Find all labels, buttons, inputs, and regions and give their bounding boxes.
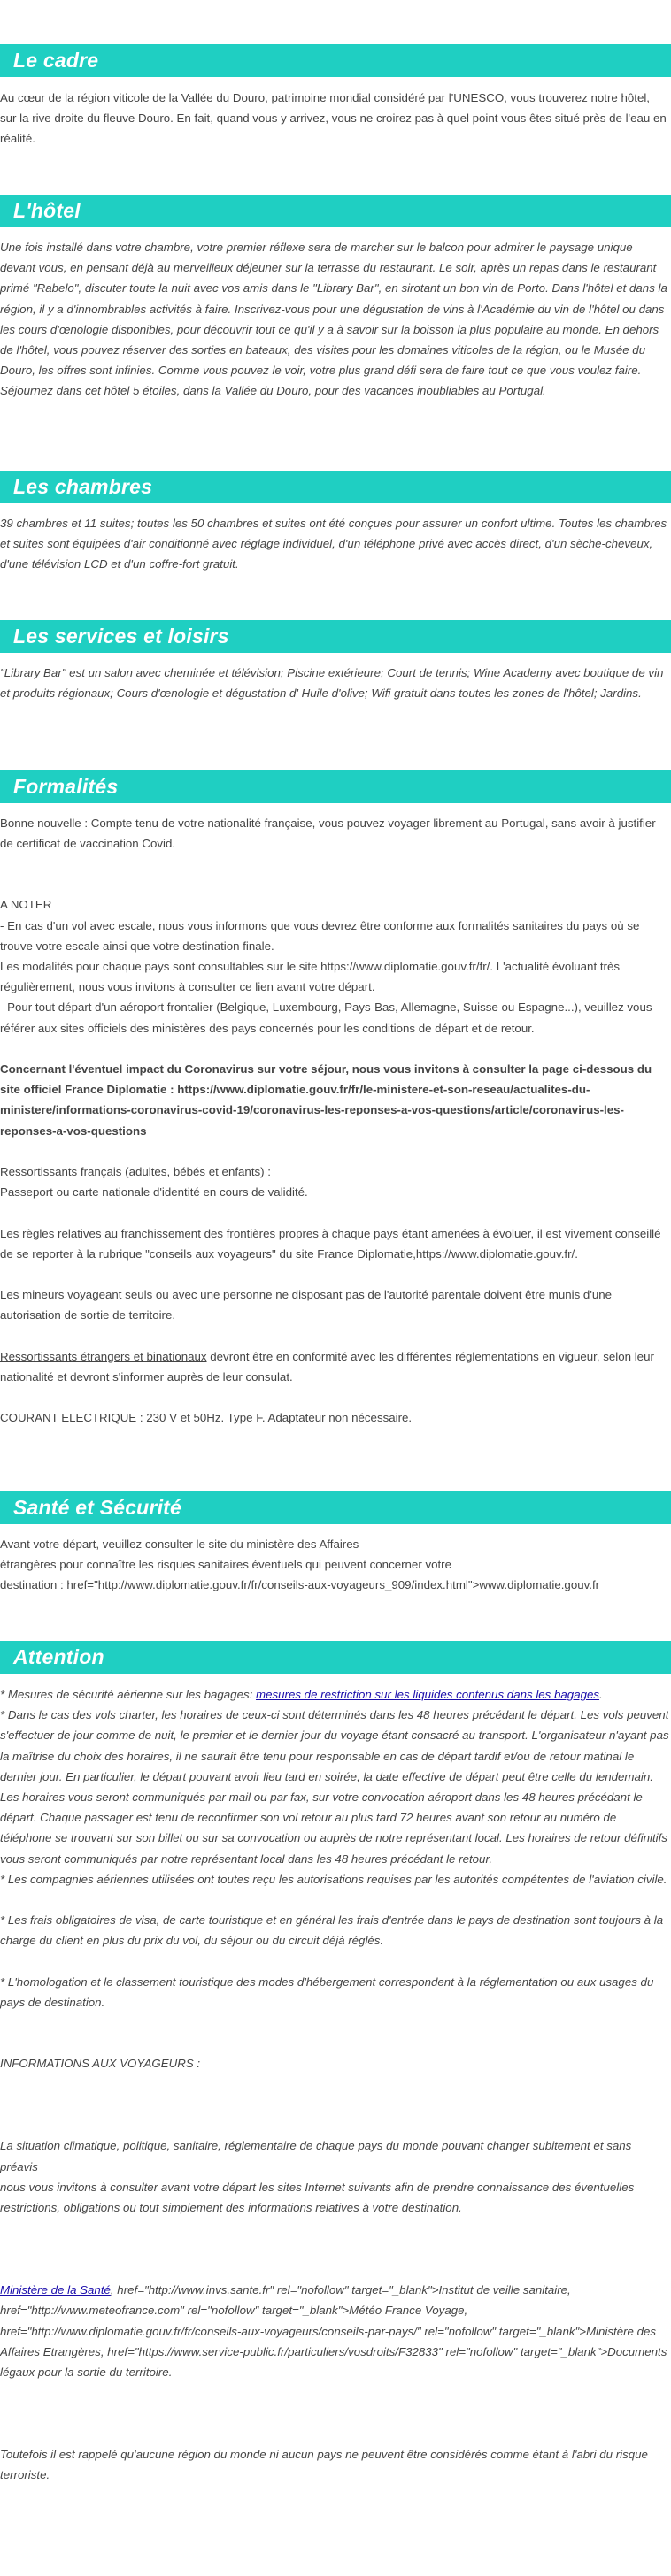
formalites-covid-notice: Concernant l'éventuel impact du Coronavirus sur votre séjour, nous vous invitons à consulter la page ci-dessous du site officiel France Diplomatie : https://www.diplomatie.gouv.fr/fr/le-ministere-et-son-reseau/actualites-du-ministere/informations-coronavirus-covid-19/coronavirus-les-reponses-a-vos-questions/article/coronavirus-les-reponses-a-vos-questions xyxy=(0,1062,652,1138)
attention-situation-1: La situation climatique, politique, sanitaire, réglementaire de chaque pays du monde pouvant changer subitement et sans préavis xyxy=(0,2139,632,2174)
section-heading-formalites: Formalités xyxy=(0,770,671,803)
sante-line-1: Avant votre départ, veuillez consulter le site du ministère des Affaires xyxy=(0,1537,359,1551)
attention-ministere-rest: , href="http://www.invs.sante.fr" rel="nofollow" target="_blank">Institut de veille sanitaire, href="http://www.meteofrance.com" rel="nofollow" target="_blank">Météo France Voyage, href="http://www.diplomatie.gouv.fr/fr/conseils-aux-voyageurs/conseils-par-pays/" rel="nofollow" target="_blank">Ministère des Affaires Etrangères, href="https://www.service-public.fr/particuliers/vosdroits/F32833" rel="nofollow" target="_blank">Documents légaux pour la sortie du territoire. xyxy=(0,2283,667,2380)
services-text: "Library Bar" est un salon avec cheminée et télévision; Piscine extérieure; Court de tennis; Wine Academy avec boutique de vin et produits régionaux; Cours d'œnologie et dégustation d' Huile d'olive; Wifi gratuit dans toutes les zones de l'hôtel; Jardins. xyxy=(0,666,664,701)
section-body-hotel xyxy=(0,237,669,402)
formalites-noter-3: - Pour tout départ d'un aéroport frontalier (Belgique, Luxembourg, Pays-Bas, Allemagne, Suisse ou Espagne...), veuillez vous référer aux sites officiels des ministères des pays concernés pour les conditions de départ et de retour. xyxy=(0,1000,652,1035)
formalites-mineurs: Les mineurs voyageant seuls ou avec une personne ne disposant pas de l'autorité parentale doivent être munis d'une autorisation de sortie de territoire. xyxy=(0,1288,613,1322)
attention-mesures-prefix: * Mesures de sécurité aérienne sur les bagages: xyxy=(0,1688,256,1701)
attention-terrorisme: Toutefois il est rappelé qu'aucune région du monde ni aucun pays ne peuvent être considérés comme étant à l'abri du risque terroriste. xyxy=(0,2448,648,2482)
formalites-noter-2: Les modalités pour chaque pays sont consultables sur le site https://www.diplomatie.gouv.fr/fr/. L'actualité évoluant très régulièrement, nous vous invitons à consulter ce lien avant votre départ. xyxy=(0,960,621,994)
section-heading-services: Les services et loisirs xyxy=(0,620,671,653)
ministere-sante-link[interactable]: Ministère de la Santé xyxy=(0,2283,111,2297)
formalites-etrangers-label: Ressortissants étrangers et binationaux xyxy=(0,1349,207,1363)
formalites-noter-label: A NOTER xyxy=(0,898,52,912)
section-body-services xyxy=(0,663,669,703)
attention-situation-2: nous vous invitons à consulter avant votre départ les sites Internet suivants afin de prendre connaissance des éventuelles restrictions, obligations ou tout simplement des informations relatives à votre destination. xyxy=(0,2180,635,2215)
liquides-restriction-link[interactable]: mesures de restriction sur les liquides contenus dans les bagages xyxy=(256,1688,600,1701)
attention-infos-label: INFORMATIONS AUX VOYAGEURS : xyxy=(0,2057,201,2071)
section-heading-hotel: L'hôtel xyxy=(0,195,671,227)
section-body-chambres xyxy=(0,513,669,575)
attention-mesures-suffix: . xyxy=(599,1688,603,1701)
chambres-text: 39 chambres et 11 suites; toutes les 50 chambres et suites ont été conçues pour assurer un confort ultime. Toutes les chambres et suites sont équipées d'air conditionné avec réglage individuel, d'un téléphone privé avec accès direct, d'un sèche-cheveux, d'une télévision LCD et d'un coffre-fort gratuit. xyxy=(0,517,667,571)
hotel-text: Une fois installé dans votre chambre, votre premier réflexe sera de marcher sur le balcon pour admirer le paysage unique devant vous, en pensant déjà au merveilleux déjeuner sur la terrasse du restaurant. Le soir, après un repas dans le restaurant primé "Rabelo", discuter toute la nuit avec vos amis dans le "Library Bar", en sirotant un bon vin de Porto. Dans l'hôtel et dans la région, il y a d'innombrables activités à faire. Inscrivez-vous pour une dégustation de vins à l'Académie du vin de l'hôtel ou dans les cours d'œnologie disponibles, pour découvrir tout ce qu'il y a à savoir sur la boisson la plus populaire au monde. En dehors de l'hôtel, vous pouvez réserver des sorties en bateaux, des visites pour les domaines viticoles de la région, ou le Musée du Douro, les offres sont infinies. Comme vous pouvez le voir, votre plus grand défi sera de faire tout ce que vous voulez faire. Séjournez dans cet hôtel 5 étoiles, dans la Vallée du Douro, pour des vacances inoubliables au Portugal. xyxy=(0,241,667,398)
attention-charter: * Dans le cas des vols charter, les horaires de ceux-ci sont déterminés dans les 48 heures précédant le départ. Les vols peuvent s'effectuer de jour comme de nuit, le premier et le dernier jour du voyage étant consacré au transport. L'organisateur n'ayant pas la maîtrise du choix des horaires, il ne saurait être tenu pour responsable en cas de départ tardif et/ou de retour matinal le dernier jour. En particulier, le départ pouvant avoir lieu tard en soirée, la date effective de départ peut être celle du lendemain. Les horaires vous seront communiqués par mail ou par fax, sur votre convocation aéroport dans les 48 heures précédant le départ. Chaque passager est tenu de reconfirmer son vol retour au plus tard 72 heures avant son retour au numéro de téléphone se trouvant sur son billet ou sur sa convocation ou auprès de notre représentant local. Les horaires de retour définitifs vous seront communiqués par notre représentant local dans les 48 heures précédant le retour. xyxy=(0,1708,669,1866)
attention-mesures xyxy=(0,1684,669,1705)
section-heading-attention: Attention xyxy=(0,1641,671,1674)
section-heading-sante: Santé et Sécurité xyxy=(0,1491,671,1524)
formalites-noter-1: - En cas d'un vol avec escale, nous vous informons que vous devrez être conforme aux formalités sanitaires du pays où se trouve votre escale ainsi que votre destination finale. xyxy=(0,918,640,953)
formalites-ressortissants-fr-label: Ressortissants français (adultes, bébés et enfants) : xyxy=(0,1165,271,1179)
section-body-formalites xyxy=(0,813,669,1429)
formalites-regles: Les règles relatives au franchissement des frontières propres à chaque pays étant amenées à évoluer, il est vivement conseillé de se reporter à la rubrique "conseils aux voyageurs" du site France Diplomatie,https://www.diplomatie.gouv.fr/. xyxy=(0,1226,661,1261)
attention-homologation: * L'homologation et le classement touristique des modes d'hébergement correspondent à la réglementation ou aux usages du pays de destination. xyxy=(0,1974,654,2010)
sante-line-2: étrangères pour connaître les risques sanitaires éventuels qui peuvent concerner votre xyxy=(0,1558,452,1572)
section-body-cadre xyxy=(0,88,669,150)
section-heading-cadre: Le cadre xyxy=(0,44,671,77)
attention-compagnies: * Les compagnies aériennes utilisées ont toutes reçu les autorisations requises par les autorités compétentes de l'aviation civile. xyxy=(0,1872,667,1886)
formalites-etrangers xyxy=(0,1346,669,1387)
attention-frais: * Les frais obligatoires de visa, de carte touristique et en général les frais d'entrée dans le pays de destination sont toujours à la charge du client en plus du prix du vol, du séjour ou du circuit déjà réglés. xyxy=(0,1913,664,1948)
cadre-text: Au cœur de la région viticole de la Vallée du Douro, patrimoine mondial considéré par l'UNESCO, vous trouverez notre hôtel, sur la rive droite du fleuve Douro. En fait, quand vous y arrivez, vous ne croirez pas à quel point vous êtes situé près de l'eau en réalité. xyxy=(0,91,667,146)
section-body-attention xyxy=(0,1684,669,2486)
section-heading-chambres: Les chambres xyxy=(0,471,671,503)
formalites-intro: Bonne nouvelle : Compte tenu de votre nationalité française, vous pouvez voyager librement au Portugal, sans avoir à justifier de certificat de vaccination Covid. xyxy=(0,816,656,851)
section-body-sante xyxy=(0,1534,669,1596)
attention-ministere xyxy=(0,2280,669,2382)
formalites-etrangers-text: devront être en conformité avec les différentes réglementations en vigueur, selon leur nationalité et devront s'informer auprès de leur consulat. xyxy=(0,1349,654,1384)
formalites-courant: COURANT ELECTRIQUE : 230 V et 50Hz. Type F. Adaptateur non nécessaire. xyxy=(0,1411,413,1425)
sante-line-3: destination : href="http://www.diplomatie.gouv.fr/fr/conseils-aux-voyageurs_909/index.html">www.diplomatie.gouv.fr xyxy=(0,1578,600,1592)
formalites-ressortissants-fr-text: Passeport ou carte nationale d'identité en cours de validité. xyxy=(0,1185,308,1200)
